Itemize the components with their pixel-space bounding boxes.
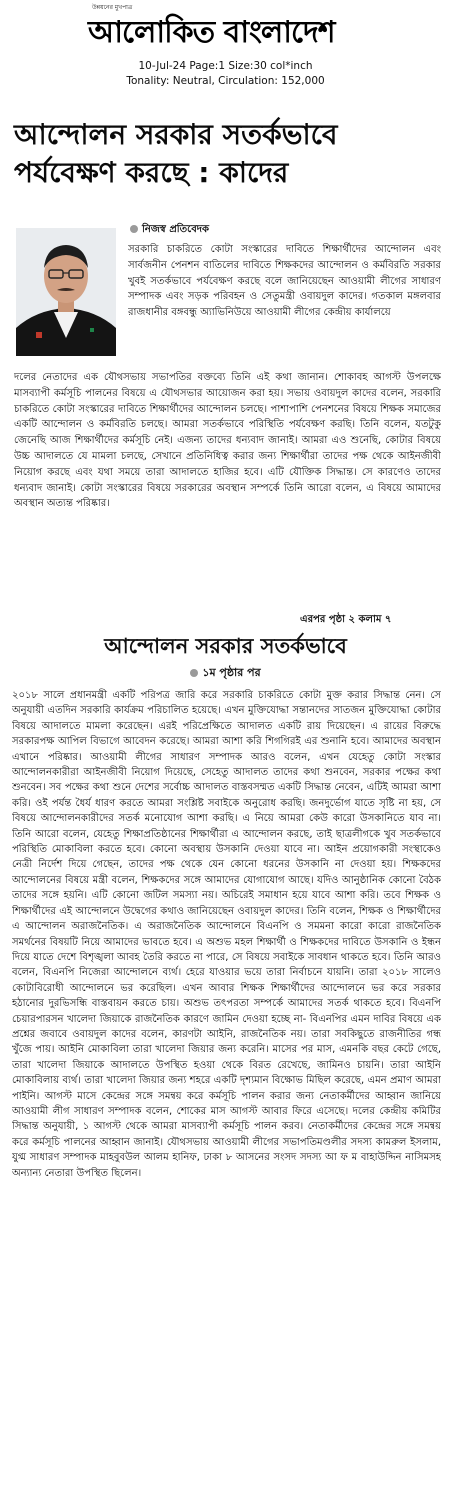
newspaper-logo: আলোকিত বাংলাদেশ [88,15,335,50]
continuation-subtitle-text: ১ম পৃষ্ঠার পর [202,666,261,679]
headline-line-1: আন্দোলন সরকার সতর্কভাবে [14,118,338,151]
article-body: দলের নেতাদের এক যৌথসভায় সভাপতির বক্তব্যে তিনি এই কথা জানান। শোকাবহ আগস্ট উপলক্ষে মাসব্যাপী কর্মসূচি পালনের বিষয়ে এ যৌথসভার আয়োজন করা হয়। সভায় ওবায়দুল কাদের বলেন, সরকারি চাকরিতে কোটা সংস্কারের দাবিতে শিক্ষার্থীদের আন্দোলন চলছে। পাশাপাশি পেনশনের বিষয়ে শিক্ষক সমাজের একটি আন্দোলন ও কর্মবিরতি চলছে। আমরা সতর্কভাবে পরিস্থিতি পর্যবেক্ষণ করছি। তিনি বলেন, যতটুকু জেনেছি আজ শিক্ষার্থীদের কর্মসূচি নেই। এজন্য তাদের ধন্যবাদ জানাই। আমরা এও শুনেছি, কোটার বিষয়ে উচ্চ আদালতে যে মামলা চলছে, সেখানে প্রতিনিধিত্ব করার জন্য শিক্ষার্থীরা তাদের পক্ষ থেকে আইনজীবী নিয়োগ করছে এবং যথা সময়ে তারা আদালতে হাজির হবে। এটি যৌক্তিক সিদ্ধান্ত। সে কারণেও তাদের ধন্যবাদ জানাই। কোটা সংস্কারের বিষয়ে সরকারের অবস্থান সম্পর্কে তিনি আরো বলেন, এ বিষয়ে আমাদের অবস্থান অত্যন্ত পরিষ্কার। [14,372,441,510]
byline-text: নিজস্ব প্রতিবেদক [142,224,210,235]
headline-line-2: পর্যবেক্ষণ করছে : কাদের [14,156,289,189]
continuation-subtitle [0,664,451,683]
bullet-icon [130,225,138,233]
portrait-photo [16,228,116,356]
byline [130,222,209,239]
continuation-body: ২০১৮ সালে প্রধানমন্ত্রী একটি পরিপত্র জারি করে সরকারি চাকরিতে কোটা মুক্ত করার সিদ্ধান্ত নেন। সে অনুযায়ী এতদিন সরকারি কার্যক্রম পরিচালিত হয়েছে। এখন মুক্তিযোদ্ধা সন্তানদের সাতজন মুক্তিযোদ্ধা কোটার বিষয়ে আদালতে মামলা করেছেন। এরই পরিপ্রেক্ষিতে আদালত একটি রায় দিয়েছেন। এ রায়ের বিরুদ্ধে সরকারপক্ষ আপিল বিভাগে আবেদন করেছে। আমরা আশা করি শিগগিরই এর শুনানি হবে। আমাদের অবস্থান এখানে পরিষ্কার। আওয়ামী লীগের সাধারণ সম্পাদক আরও বলেন, এখন যেহেতু কোটা সংস্কার আন্দোলনকারীরা আইনজীবী নিয়োগ দিয়েছে, সেহেতু আদালত তাদের কথা শুনবেন, সরকার পক্ষের কথা শুনবেন। সব পক্ষের কথা শুনে দেশের সর্বোচ্চ আদালত বাস্তবসম্মত একটি সিদ্ধান্ত নেবেন, এটিই আমরা আশা করি। ওই পর্যন্ত ধৈর্য ধারণ করতে আমরা সংশ্লিষ্ট সবাইকে অনুরোধ করছি। জনদুর্ভোগ যাতে সৃষ্টি না হয়, সে বিষয়ে আন্দোলনকারীদের সতর্ক মনোযোগ আশা করছি। এ নিয়ে আমরা কেউ কারো উসকানিতে যাব না। তিনি আরো বলেন, যেহেতু শিক্ষাপ্রতিষ্ঠানের শিক্ষার্থীরা এ আন্দোলন করছে, তাই ছাত্রলীগকে খুব সতর্কভাবে পরিস্থিতি মোকাবিলা করতে হবে। কোনো অবস্থায় উসকানি দেওয়া যাবে না। আইন প্রয়োগকারী সংস্থাকেও নেত্রী নির্দেশ দিয়ে গেছেন, তাদের পক্ষ থেকে যেন কোনো ধরনের উসকানি না দেওয়া হয়। শিক্ষকদের আন্দোলনের বিষয়ে মন্ত্রী বলেন, শিক্ষকদের সঙ্গে আমাদের যোগাযোগ আছে। যদিও আনুষ্ঠানিক কোনো বৈঠক তাদের সঙ্গে হয়নি। এটি কোনো জটিল সমস্যা নয়। অচিরেই সমাধান হয়ে যাবে আশা করি। তবে শিক্ষক ও শিক্ষার্থীদের এই আন্দোলনে উদ্বেগের কথাও জানিয়েছেন ওবায়দুল কাদের। তিনি বলেন, শিক্ষক ও শিক্ষার্থীদের এ আন্দোলন অরাজনৈতিক। এ অরাজনৈতিক আন্দোলনে বিএনপি ও সমমনা কারো কারো রাজনৈতিক সমর্থনের বিষয়টি নিয়ে আমাদের ভাবতে হবে। এ অশুভ মহল শিক্ষার্থী ও শিক্ষকদের দাবিতে উসকানি ও ইন্ধন দিয়ে যাতে দেশে বিশৃঙ্খলা আবহ তৈরি করতে না পারে, সে বিষয়ে সবাইকে সাবধান থাকতে হবে। তিনি আরও বলেন, বিএনপি নিজেরা আন্দোলনে ব্যর্থ। হেরে যাওয়ার ভয়ে তারা নির্বাচনে যায়নি। তারা ২০১৮ সালেও কোটাবিরোধী আন্দোলনে ভর করেছিল। এখন আবার শিক্ষক শিক্ষার্থীদের আন্দোলনে ভর করে সরকার হঠানোর দুরভিসন্ধি বাস্তবায়ন করতে চায়। অশুভ তৎপরতা সম্পর্কে আমাদের সতর্ক থাকতে হবে। বিএনপি চেয়ারপারসন খালেদা জিয়াকে রাজনৈতিক কারণে জামিন দেওয়া হচ্ছে না- বিএনপির এমন দাবির বিষয়ে এক প্রশ্নের জবাবে ওবায়দুল কাদের বলেন, কারণটা আইনি, রাজনৈতিক নয়। তারা সবকিছুতে রাজনীতির গন্ধ খুঁজে পায়। আইনি মোকাবিলা তারা খালেদা জিয়ার জন্য করেনি। মাসের পর মাস, এমনকি বছর কেটে গেছে, তারা খালেদা জিয়াকে আদালতে উপস্থিত হওয়া থেকে বিরত রেখেছে, জামিনও চায়নি। তারা আইনি মোকাবিলায় ব্যর্থ। তারা খালেদা জিয়ার জন্য শহরে একটি দৃশ্যমান বিক্ষোভ মিছিল করেছে, এমন প্রমাণ আমরা পাইনি। আগস্ট মাসে কেন্দ্রের সঙ্গে সমন্বয় করে কর্মসূচি পালন করার জন্য নেতাকর্মীদের আহ্বান জানিয়ে আওয়ামী লীগ সাধারণ সম্পাদক বলেন, শোকের মাস আগস্ট আবার ফিরে এসেছে। দলের কেন্দ্রীয় কমিটির সিদ্ধান্ত অনুযায়ী, ১ আগস্ট থেকে আমরা মাসব্যাপী কর্মসূচি পালন করব। নেতাকর্মীদের কেন্দ্রের সঙ্গে সমন্বয় করে কর্মসূচি পালনের আহ্বান জানাই। যৌথসভায় আওয়ামী লীগের সভাপতিমণ্ডলীর সদস্য কামরুল ইসলাম, যুগ্ম সাধারণ সম্পাদক মাহবুবউল আলম হানিফ, ঢাকা ৮ আসনের সংসদ সদস্য আ ফ ম বাহাউদ্দিন নাসিমসহ অন্যান্য নেতারা উপস্থিত ছিলেন। [12,690,441,1179]
masthead [0,0,451,58]
masthead-tagline: উন্নয়নের মুখপাত্র [92,4,133,11]
continued-on-label: এরপর পৃষ্ঠা ২ কলাম ৭ [294,612,391,629]
continuation-title: আন্দোলন সরকার সতর্কভাবে [104,634,347,658]
clip-tonality-circulation: Tonality: Neutral, Circulation: 152,000 [126,75,325,87]
article-body-intro: সরকারি চাকরিতে কোটা সংস্কারের দাবিতে শিক্ষার্থীদের আন্দোলন এবং সার্বজনীন পেনশন বাতিলের দাবিতে শিক্ষকদের আন্দোলন ও কর্মবিরতি সরকার খুবই সতর্কভাবে পর্যবেক্ষণ করছে বলে জানিয়েছেন আওয়ামী লীগের সাধারণ সম্পাদক এবং সড়ক পরিবহন ও সেতুমন্ত্রী ওবায়দুল কাদের। গতকাল মঙ্গলবার রাজধানীর বঙ্গবন্ধু অ্যাভিনিউয়ে আওয়ামী লীগের কেন্দ্রীয় কার্যালয়ে [128,244,441,319]
clip-date-page-size: 10-Jul-24 Page:1 Size:30 col*inch [138,60,313,72]
bullet-icon [190,669,198,677]
